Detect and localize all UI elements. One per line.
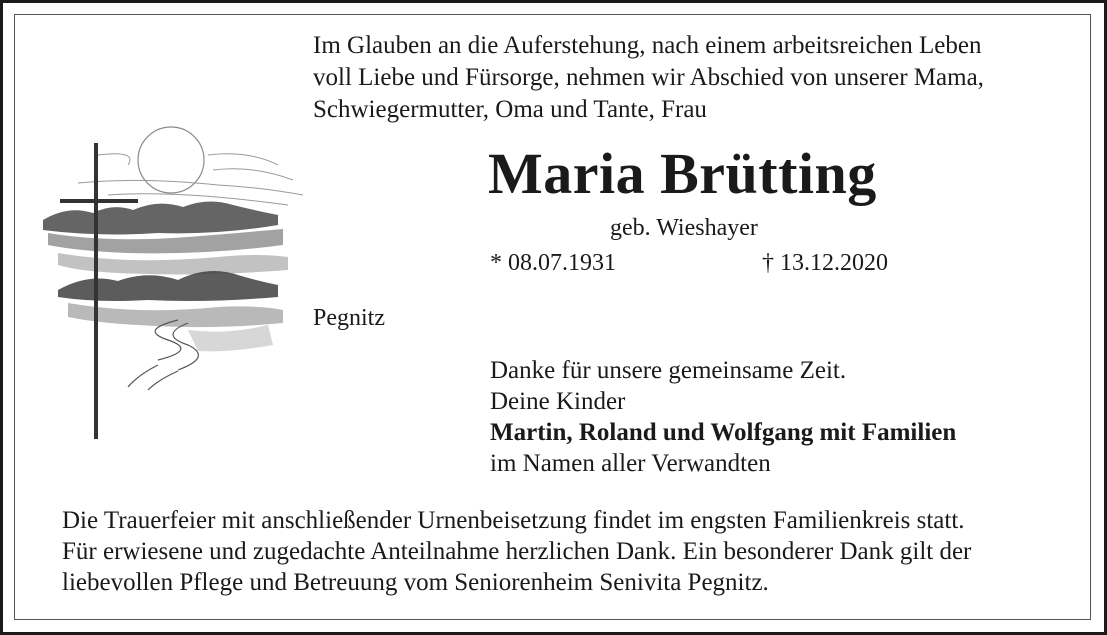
thanks-line: Deine Kinder [490, 388, 626, 415]
closing-line: liebevollen Pflege und Betreuung vom Seniorenheim Senivita Pegnitz. [62, 569, 769, 596]
closing-text [62, 505, 971, 598]
landscape-illustration [38, 125, 318, 445]
deceased-name: Maria Brütting [488, 141, 877, 206]
thanks-block [490, 355, 956, 479]
intro-text [313, 30, 1083, 126]
intro-line: Schwiegermutter, Oma und Tante, Frau [313, 96, 707, 123]
closing-line: Die Trauerfeier mit anschließender Urnenbeisetzung findet im engsten Familienkreis statt. [62, 507, 965, 534]
thanks-line: im Namen aller Verwandten [490, 450, 771, 477]
birth-date: * 08.07.1931 [490, 250, 616, 276]
family-names: Martin, Roland und Wolfgang mit Familien [490, 419, 957, 446]
closing-line: Für erwiesene und zugedachte Anteilnahme herzlichen Dank. Ein besonderer Dank gilt der [62, 538, 972, 565]
maiden-name: geb. Wieshayer [610, 215, 758, 241]
thanks-line: Danke für unsere gemeinsame Zeit. [490, 357, 847, 384]
place-name: Pegnitz [313, 305, 385, 331]
intro-line: voll Liebe und Fürsorge, nehmen wir Abschied von unserer Mama, [313, 64, 984, 91]
death-date: † 13.12.2020 [762, 250, 888, 276]
intro-line: Im Glauben an die Auferstehung, nach einem arbeitsreichen Leben [313, 32, 982, 59]
